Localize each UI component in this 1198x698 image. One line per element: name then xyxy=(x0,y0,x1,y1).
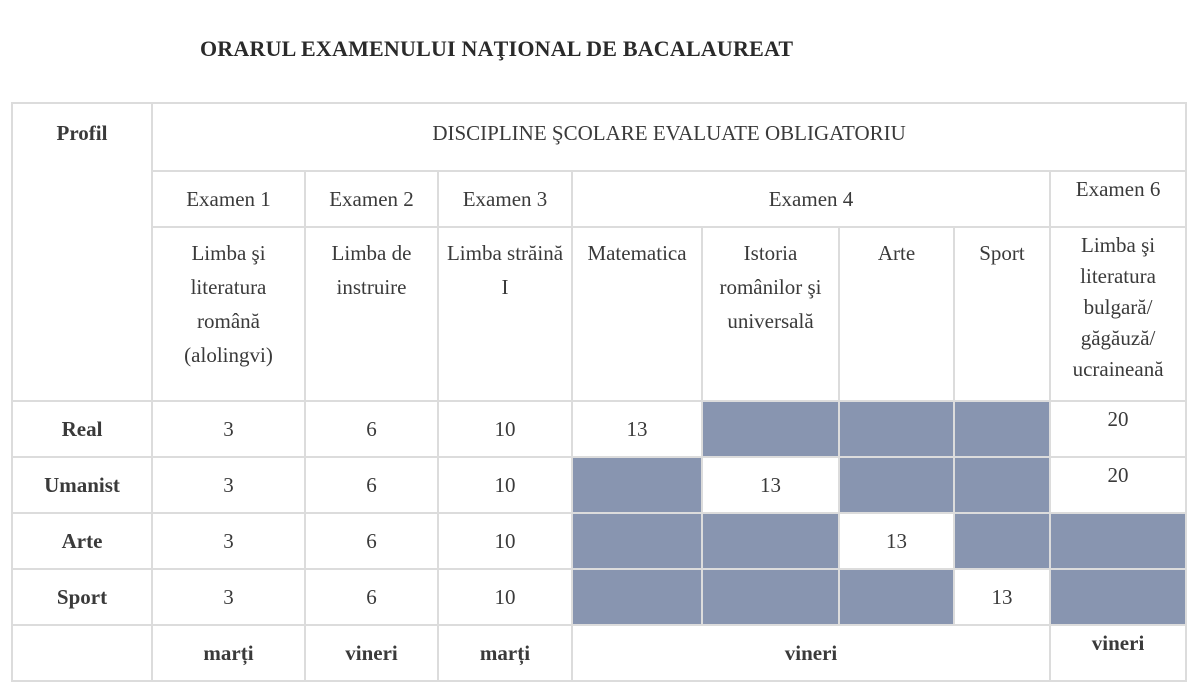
cell-math: 13 xyxy=(572,401,702,457)
cell-shaded xyxy=(572,569,702,625)
subject-foreign-language: Limba străină I xyxy=(438,227,572,401)
cell-shaded xyxy=(572,457,702,513)
page-title: ORARUL EXAMENULUI NAŢIONAL DE BACALAUREAT xyxy=(200,36,794,61)
cell-exam1: 3 xyxy=(152,401,305,457)
profile-real: Real xyxy=(12,401,152,457)
cell-shaded xyxy=(839,457,954,513)
cell-shaded xyxy=(1050,569,1186,625)
cell-exam2: 6 xyxy=(305,457,438,513)
cell-exam2: 6 xyxy=(305,513,438,569)
subject-sport: Sport xyxy=(954,227,1050,401)
subject-row xyxy=(12,227,1186,401)
exam-3-header: Examen 3 xyxy=(438,171,572,227)
cell-exam3: 10 xyxy=(438,457,572,513)
exam-schedule-table xyxy=(11,102,1187,682)
disciplines-header: DISCIPLINE ŞCOLARE EVALUATE OBLIGATORIU xyxy=(152,103,1186,171)
header-row xyxy=(12,103,1186,171)
cell-shaded xyxy=(839,569,954,625)
subject-math: Matematica xyxy=(572,227,702,401)
table-row xyxy=(12,569,1186,625)
exam-1-header: Examen 1 xyxy=(152,171,305,227)
cell-exam3: 10 xyxy=(438,569,572,625)
subject-history: Istoria românilor şi universală xyxy=(702,227,839,401)
day-exam4: vineri xyxy=(572,625,1050,681)
cell-shaded xyxy=(572,513,702,569)
table-row xyxy=(12,513,1186,569)
cell-shaded xyxy=(954,457,1050,513)
cell-sport: 13 xyxy=(954,569,1050,625)
profile-header: Profil xyxy=(12,103,152,401)
cell-shaded xyxy=(954,401,1050,457)
day-exam1: marți xyxy=(152,625,305,681)
cell-exam2: 6 xyxy=(305,569,438,625)
profile-arte: Arte xyxy=(12,513,152,569)
cell-exam6: 20 xyxy=(1050,457,1186,513)
subject-minority-language: Limba şi literatura bulgară/ găgăuză/ ucraineană xyxy=(1050,227,1186,401)
day-exam6: vineri xyxy=(1050,625,1186,681)
day-empty-cell xyxy=(12,625,152,681)
cell-exam1: 3 xyxy=(152,457,305,513)
day-row xyxy=(12,625,1186,681)
cell-exam3: 10 xyxy=(438,513,572,569)
exam-2-header: Examen 2 xyxy=(305,171,438,227)
cell-exam3: 10 xyxy=(438,401,572,457)
exam-4-header: Examen 4 xyxy=(572,171,1050,227)
cell-shaded xyxy=(702,401,839,457)
profile-sport: Sport xyxy=(12,569,152,625)
cell-shaded xyxy=(702,513,839,569)
subject-arts: Arte xyxy=(839,227,954,401)
cell-exam1: 3 xyxy=(152,513,305,569)
cell-exam2: 6 xyxy=(305,401,438,457)
cell-shaded xyxy=(839,401,954,457)
cell-exam6: 20 xyxy=(1050,401,1186,457)
subject-romanian: Limba şi literatura română (alolingvi) xyxy=(152,227,305,401)
table-row xyxy=(12,401,1186,457)
cell-shaded xyxy=(954,513,1050,569)
cell-arts: 13 xyxy=(839,513,954,569)
exam-6-header: Examen 6 xyxy=(1050,171,1186,227)
day-exam2: vineri xyxy=(305,625,438,681)
cell-history: 13 xyxy=(702,457,839,513)
cell-shaded xyxy=(1050,513,1186,569)
table-row xyxy=(12,457,1186,513)
cell-shaded xyxy=(702,569,839,625)
exam-row xyxy=(12,171,1186,227)
profile-umanist: Umanist xyxy=(12,457,152,513)
cell-exam1: 3 xyxy=(152,569,305,625)
day-exam3: marți xyxy=(438,625,572,681)
subject-instruction-language: Limba de instruire xyxy=(305,227,438,401)
